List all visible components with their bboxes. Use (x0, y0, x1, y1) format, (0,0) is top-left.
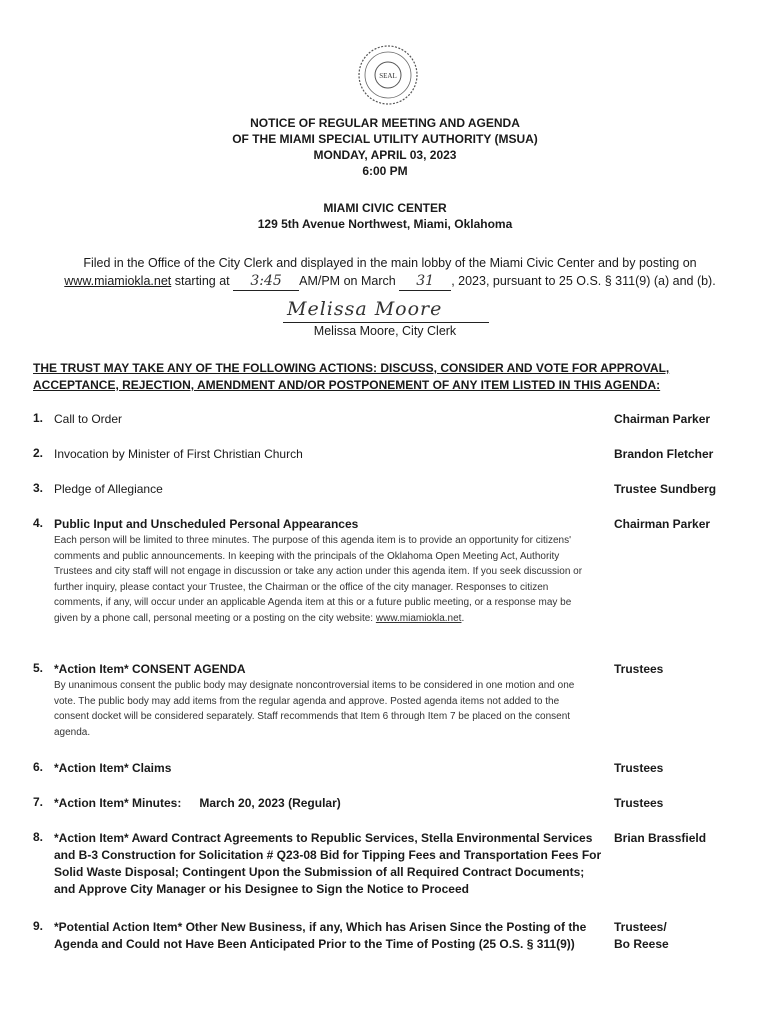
item-description (54, 533, 594, 626)
item-title: *Action Item* CONSENT AGENDA (54, 662, 246, 676)
item-title: Call to Order (54, 412, 123, 426)
item-description-text: Each person will be limited to three minutes. The purpose of this agenda item is to provide an opportunity for citizens' comments and public announcements. In keeping with the principals of the Oklahoma Open Meeting Act, Authority Trustees and city staff will not engage in discussion or take any action under this agenda item. If you seek discussion or further inquiry, please contact your Trustee, the Chairman or the office of the city manager. Responses to citizen comments, if any, will occur under an applicable Agenda item at this or a future public meeting, or a response may be given by a phone call, personal meeting or a posting on the city website: (54, 535, 583, 624)
meeting-time: 6:00 PM (362, 164, 408, 178)
on-month-text: on March (343, 274, 396, 288)
item-title: Invocation by Minister of First Christian Church (54, 447, 303, 461)
item-responsible-line-1: Trustees/ (614, 920, 667, 934)
item-title (54, 795, 604, 812)
item-responsible: Chairman Parker (614, 412, 711, 426)
item-responsible: Trustees (614, 761, 664, 775)
item-title: Public Input and Unscheduled Personal Appearances (54, 517, 359, 531)
signature-line (283, 298, 489, 323)
location-address: 129 5th Avenue Northwest, Miami, Oklahoma (257, 217, 513, 231)
clerk-name: Melissa Moore, City Clerk (313, 324, 457, 338)
item-number: 3. (33, 481, 44, 495)
meeting-date: MONDAY, APRIL 03, 2023 (313, 148, 457, 162)
authority-title: OF THE MIAMI SPECIAL UTILITY AUTHORITY (MSUA) (232, 132, 538, 146)
location-name: MIAMI CIVIC CENTER (323, 201, 447, 215)
item-responsible-line-2: Bo Reese (614, 937, 669, 951)
filing-line-1: Filed in the Office of the City Clerk and displayed in the main lobby of the Miami Civic Center and by posting on (83, 256, 697, 270)
trust-actions-statement: THE TRUST MAY TAKE ANY OF THE FOLLOWING ACTIONS: DISCUSS, CONSIDER AND VOTE FOR APPROVAL, ACCEPTANCE, REJECTION, AMENDMENT AND/OR POSTPONEMENT OF ANY ITEM LISTED IN THIS AGENDA: (33, 361, 670, 392)
city-seal (357, 44, 419, 106)
item-number: 4. (33, 516, 44, 530)
item-responsible: Brian Brassfield (614, 831, 707, 845)
handwritten-signature: Melissa Moore (287, 298, 443, 320)
item-title: *Potential Action Item* Other New Business, if any, Which has Arisen Since the Posting of the Agenda and Could not Have Been Anticipated Prior to the Time of Posting (25 O.S. § 311(9)) (54, 920, 587, 951)
item-title: Pledge of Allegiance (54, 482, 163, 496)
item-title: *Action Item* Award Contract Agreements to Republic Services, Stella Environmental Services and B-3 Construction for Solicitation # Q23-08 Bid for Tipping Fees and Transportation Fees For Solid Waste Disposal; Contingent Upon the Submission of all Required Contract Documents; and Approve City Manager or his Designee to Sign the Notice to Proceed (54, 831, 602, 896)
item-responsible: Brandon Fletcher (614, 447, 714, 461)
website-link[interactable]: www.miamiokla.net (64, 274, 172, 288)
year-text: , 2023, pursuant to 25 O.S. § 311(9) (a) and (b). (451, 274, 716, 288)
item-description: By unanimous consent the public body may designate noncontroversial items to be considered in one motion and one vote. The public body may add items from the regular agenda and approve. Posted agenda items not added to the consent docket will be considered separately. Staff recommends that Item 6 through Item 7 be placed on the consent agenda. (54, 680, 575, 738)
notice-title: NOTICE OF REGULAR MEETING AND AGENDA (250, 116, 520, 130)
day-blank (399, 272, 451, 291)
filing-line-2 (64, 274, 715, 288)
item-number: 1. (33, 411, 44, 425)
item-number: 5. (33, 661, 44, 675)
item-number: 2. (33, 446, 44, 460)
item-title-date: March 20, 2023 (Regular) (199, 796, 341, 810)
item-title-text: *Action Item* Minutes: (54, 796, 182, 810)
item-number: 7. (33, 795, 44, 809)
starting-at-text: starting at (174, 274, 230, 288)
item-responsible: Trustees (614, 796, 664, 810)
item-description-end: . (461, 612, 465, 624)
ampm-text: AM/PM (299, 274, 341, 288)
time-handwritten: 3:45 (250, 273, 282, 289)
item-number: 9. (33, 919, 44, 933)
item-responsible (614, 919, 669, 953)
item-number: 8. (33, 830, 44, 844)
item-number: 6. (33, 760, 44, 774)
website-link[interactable]: www.miamiokla.net (375, 612, 462, 624)
item-responsible: Chairman Parker (614, 517, 711, 531)
item-title: *Action Item* Claims (54, 761, 172, 775)
svg-text:SEAL: SEAL (379, 72, 397, 80)
item-responsible: Trustees (614, 662, 664, 676)
item-responsible: Trustee Sundberg (614, 482, 717, 496)
time-blank (233, 272, 299, 291)
day-handwritten: 31 (416, 273, 435, 289)
filing-statement (40, 254, 740, 291)
